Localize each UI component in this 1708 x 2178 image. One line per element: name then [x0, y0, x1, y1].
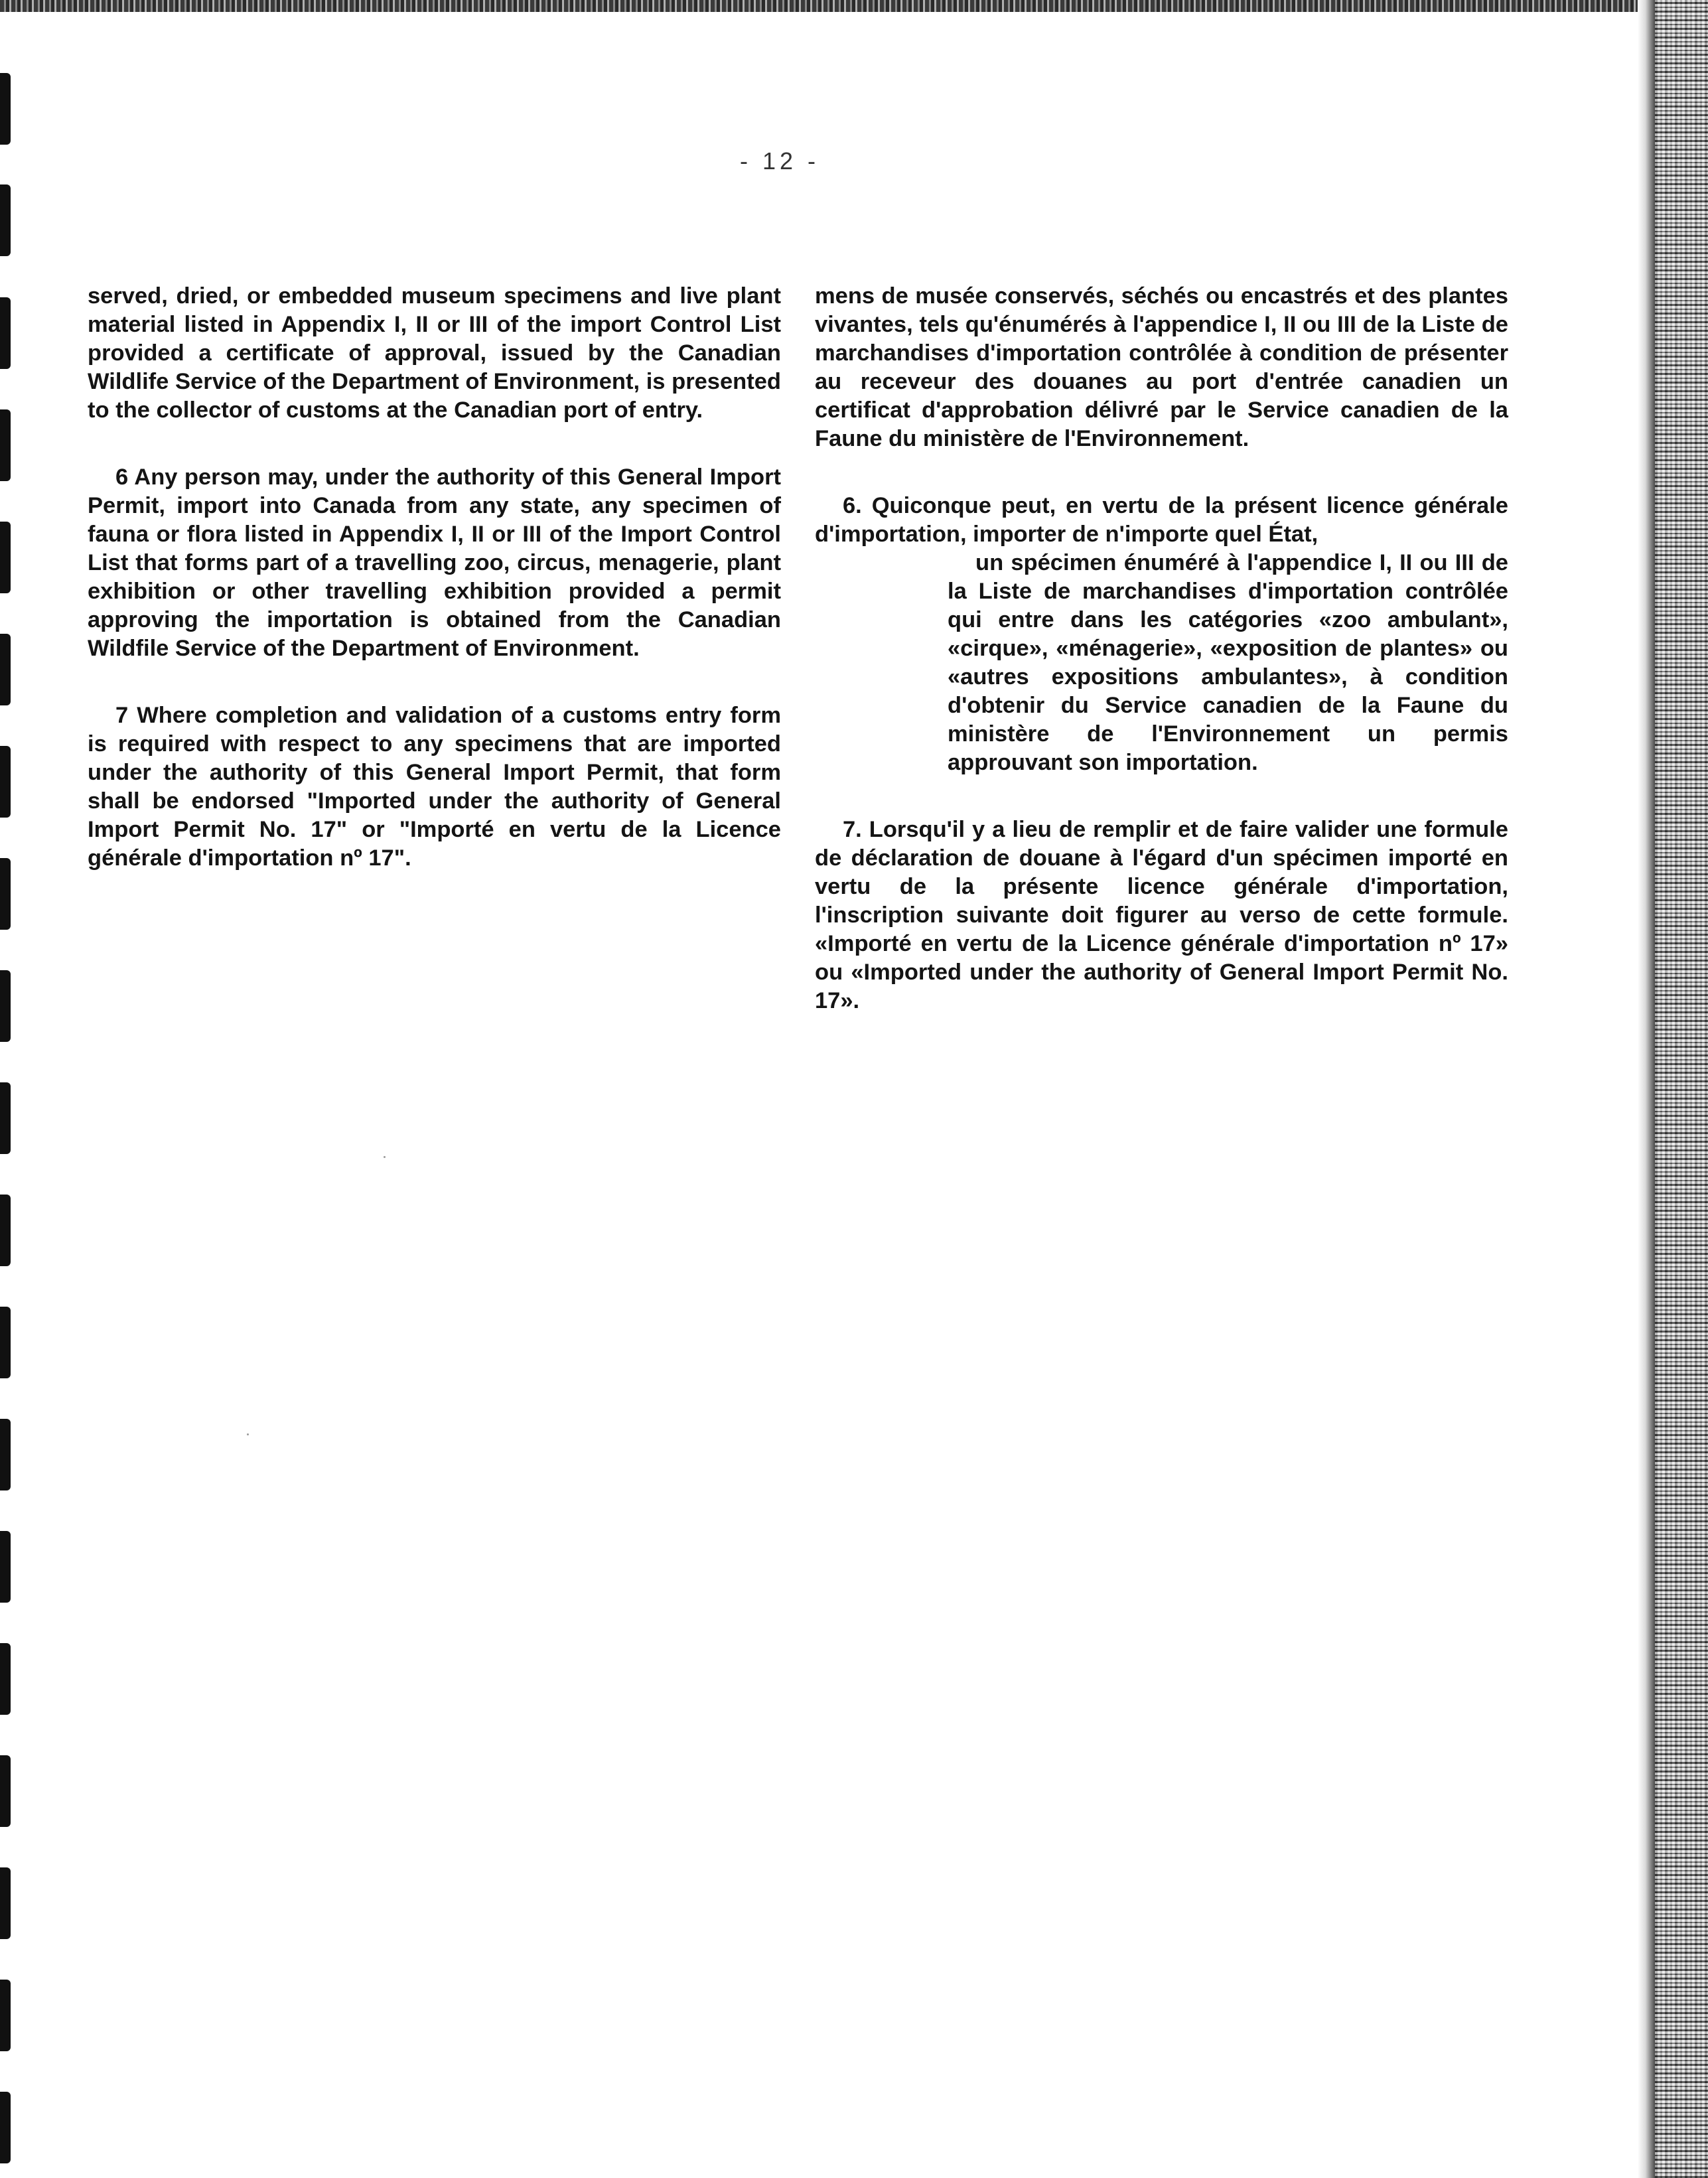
page-number: - 12 -	[739, 147, 820, 175]
scan-speck	[384, 1156, 386, 1158]
english-paragraph-7: 7 Where completion and validation of a customs entry form is required with respect to any specimens that are imported under the authority of this General Import Permit, that form shall be endorsed "Imported under the authority of General Import Permit No. 17" or "Importé en vertu de la Licence générale d'importation nº 17".	[88, 703, 781, 871]
binder-hole-mark	[0, 1755, 11, 1827]
french-paragraph-6-line-2: un spécimen énuméré à l'appendice I, II ou III de la Liste de marchandises d'importation contrôlée qui entre dans les catégories «zoo ambulant», «cirque», «ménagerie», «exposition de plantes» ou «autres expositions ambulantes», à condition d'obtenir du Service canadien de la Faune du ministère de l'Environnement un permis approuvant son importation.	[948, 550, 1508, 775]
binder-hole-mark	[0, 1419, 11, 1490]
binder-hole-mark	[0, 858, 11, 930]
binder-hole-mark	[0, 1195, 11, 1266]
binder-hole-mark	[0, 1307, 11, 1378]
scan-right-edge	[1655, 0, 1708, 2178]
binder-hole-mark	[0, 970, 11, 1042]
binder-hole-mark	[0, 1867, 11, 1939]
binder-hole-mark	[0, 1082, 11, 1154]
binder-hole-mark	[0, 1643, 11, 1715]
binder-hole-mark	[0, 2092, 11, 2163]
french-paragraph-6-line-1: 6. Quiconque peut, en vertu de la présent licence générale d'importation, importer de n'importe quel État,	[815, 493, 1508, 547]
french-paragraph-6	[815, 492, 1508, 777]
binder-hole-mark	[0, 73, 11, 145]
binder-hole-mark	[0, 1531, 11, 1603]
english-paragraph-6: 6 Any person may, under the authority of this General Import Permit, import into Canada from any state, any specimen of fauna or flora listed in Appendix I, II or III of the Import Control List that forms part of a travelling zoo, circus, menagerie, plant exhibition or other travelling exhibition provided a permit approving the importation is obtained from the Canadian Wildfile Service of the Department of Environment.	[88, 465, 781, 661]
scan-top-edge	[0, 0, 1708, 12]
french-column	[815, 282, 1508, 1054]
english-paragraph-5-continued: served, dried, or embedded museum specimens and live plant material listed in Appendix I, II or III of the import Control List provided a certificate of approval, issued by the Canadian Wildlife Service of the Department of Environment, is presented to the collector of customs at the Canadian port of entry.	[88, 283, 781, 423]
binder-hole-mark	[0, 522, 11, 593]
scan-speck	[247, 1433, 249, 1435]
binder-hole-mark	[0, 184, 11, 256]
scan-page-shadow	[1638, 0, 1655, 2178]
binder-hole-mark	[0, 634, 11, 705]
binder-hole-mark	[0, 297, 11, 369]
french-paragraph-5-continued: mens de musée conservés, séchés ou encastrés et des plantes vivantes, tels qu'énumérés à l'appendice I, II ou III de la Liste de marchandises d'importation contrôlée à condition de présenter au receveur des douanes au port d'entrée canadien un certificat d'approbation délivré par le Service canadien de la Faune du ministère de l'Environnement.	[815, 283, 1508, 451]
binder-hole-mark	[0, 1980, 11, 2051]
binder-hole-mark	[0, 409, 11, 481]
binder-hole-mark	[0, 746, 11, 818]
english-column	[88, 282, 781, 911]
french-paragraph-7: 7. Lorsqu'il y a lieu de remplir et de faire valider une formule de déclaration de douane à l'égard d'un spécimen importé en vertu de la présente licence générale d'importation, l'inscription suivante doit figurer au verso de cette formule. «Importé en vertu de la Licence générale d'importation nº 17» ou «Imported under the authority of General Import Permit No. 17».	[815, 817, 1508, 1013]
